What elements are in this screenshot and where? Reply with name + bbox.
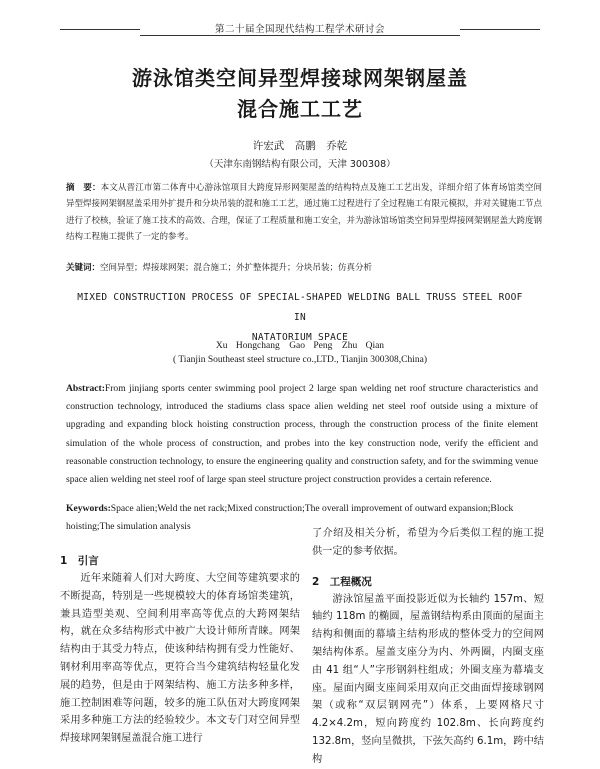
header-underline: [140, 35, 460, 36]
section-heading-introduction: 1 引言: [60, 555, 99, 567]
keywords-cn: [66, 261, 542, 273]
keywords-en-label: Keywords:: [66, 503, 111, 514]
authors-cn: 许宏武 高鹏 乔乾: [252, 140, 348, 152]
authors-en: Xu Hongchang Gao Peng Zhu Qian: [215, 341, 385, 351]
affiliation-en: ( Tianjin Southeast steel structure co.,LTD., Tianjin 300308,China): [172, 355, 428, 365]
affiliation-cn: （天津东南钢结构有限公司，天津 300308）: [204, 159, 396, 170]
intro-continuation-text: 了介绍及相关分析，希望为今后类似工程的施工提供一定的参考依据。: [312, 528, 544, 557]
paper-title-en-line1: MIXED CONSTRUCTION PROCESS OF SPECIAL-SHAPED WELDING BALL TRUSS STEEL ROOF IN: [77, 292, 523, 323]
body-column-left: [60, 552, 300, 748]
paper-title-cn-line1: 游泳馆类空间异型焊接球网架钢屋盖: [132, 66, 468, 90]
body-column-right: [312, 525, 544, 769]
keywords-cn-text: 空间异型；焊接球网架；混合施工；外扩整体提升；分块吊装；仿真分析: [100, 263, 373, 273]
header-rule-right: [460, 29, 540, 30]
keywords-en-text: Space alien;Weld the net rack;Mixed construction;The overall improvement of outward expansion;Block hoisting;The simulation analysis: [66, 503, 514, 532]
section-text-introduction: 近年来随着人们对大跨度、大空间等建筑要求的不断提高，特别是一些规模较大的体育场馆类建筑，兼具造型美观、空间利用率高等优点的大跨网架结构，就在众多结构形式中被广大设计师所青睐。网架结构由于其受力特点，使该种结构拥有受力性能好、钢材利用率高等优点，更符合当今建筑结构轻量化发展的趋势，但是由于网架结构、施工方法多种多样，施工控制困难等问题，较多的施工队伍对大跨度网架采用多种施工方法的经验较少。本文专门对空间异型焊接球网架钢屋盖混合施工进行: [60, 573, 300, 745]
abstract-cn: [66, 180, 542, 246]
abstract-cn-text: 本文从晋江市第二体育中心游泳馆项目大跨度异形网架屋盖的结构特点及施工工艺出发，详细介绍了体育场馆类空间异型焊接网架钢屋盖采用外扩提升和分块吊装的混和施工工艺，通过施工过程进行了全过程施工有限元模拟，并对关键施工节点进行了校核，验证了施工技术的高效、合理，保证了工程质量和施工安全，并为游泳馆场馆类空间异型焊接网架钢屋盖大跨度钢结构工程施工提供了一定的参考。: [66, 183, 543, 243]
running-header: [0, 18, 600, 38]
paper-title-cn-line2: 混合施工工艺: [237, 97, 363, 121]
abstract-cn-label: 摘 要：: [66, 183, 101, 193]
section-heading-overview: 2 工程概况: [312, 575, 372, 588]
section-text-overview: 游泳馆屋盖平面投影近似为长轴约 157m、短轴约 118m 的椭圆，屋盖钢结构系由顶面的屋面主结构和侧面的幕墙主结构形成的整体受力的空间网架结构体系。屋盖支座分为内、外两圈，内圈支座由 41 组“人”字形钢斜柱组成；外圈支座为幕墙支座。屋面内圈支座间采用双向正交曲面焊接球钢网架（或称“双层钢网壳”）体系，上要网格尺寸 4.2×4.2m，短向跨度约 102.8m、长向跨度约 132.8m，竖向呈微拱，下弦矢高约 6.1m，跨中结构: [312, 593, 544, 765]
running-title: 第二十届全国现代结构工程学术研讨会: [214, 24, 385, 35]
abstract-en-text: From jinjiang sports center swimming pool project 2 large span welding net roof structure characteristics and construction technology, introduced the stadiums class space alien welding net steel roof outside using a mixture of upgrading and expanding block hoisting construction process, through the construction process of the finite element simulation of the whole process of construction, and probes into the key construction node, verify the efficient and reasonable construction technology, to ensure the engineering quality and construction safety, and for the swimming venue space alien welding net steel roof of large span steel structure project construction provides a certain reference.: [66, 383, 538, 486]
header-rule-left: [60, 29, 140, 30]
paper-title-en-line2: NATATORIUM SPACE: [251, 332, 349, 343]
abstract-en-label: Abstract:: [66, 383, 105, 394]
keywords-cn-label: 关键词：: [66, 263, 101, 273]
abstract-en: [66, 380, 538, 489]
